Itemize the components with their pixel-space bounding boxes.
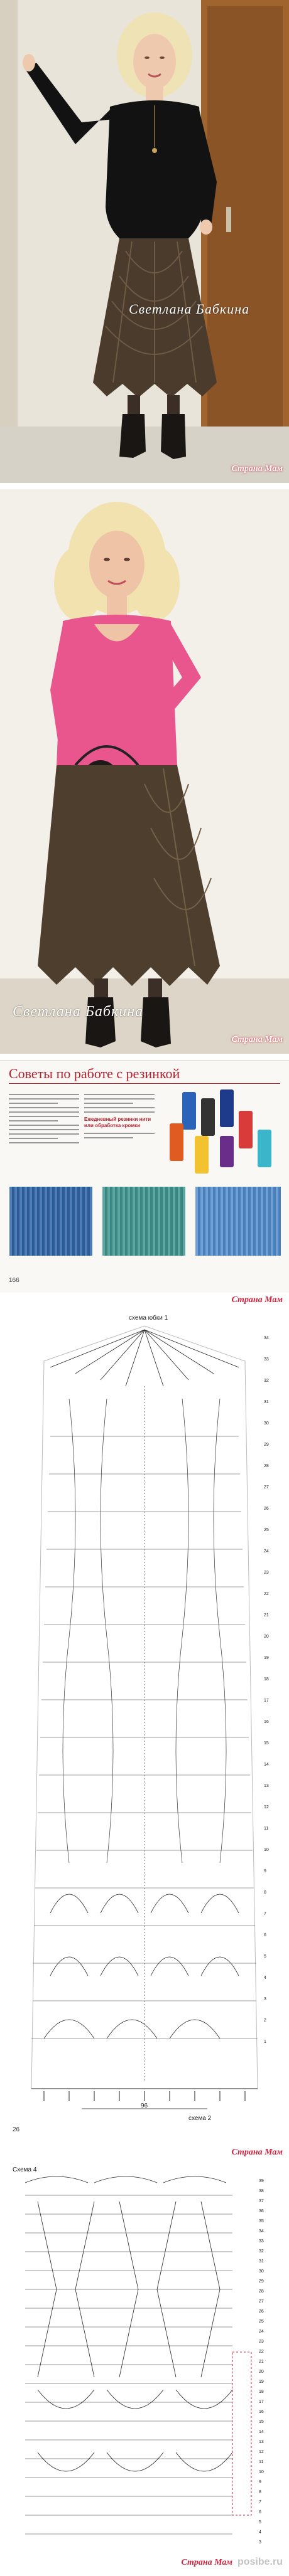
chart-1-row-number: 17: [264, 1699, 269, 1703]
chart-2-row-number: 36: [259, 2209, 264, 2213]
chart-1-diagram: [0, 1311, 289, 2145]
chart-1-row-number: 11: [264, 1826, 269, 1831]
chart-2-site: posibe.ru: [237, 2557, 283, 2567]
chart-1-row-number: 10: [264, 1848, 269, 1852]
magazine-page-number: 166: [9, 1277, 19, 1284]
chart-1-row-number: 30: [264, 1421, 269, 1426]
chart-2-row-number: 21: [259, 2360, 264, 2364]
chart-2-row-number: 39: [259, 2179, 264, 2183]
chart-2-top-label: Схема 4: [13, 2166, 37, 2173]
chart-1-bottom-label: схема 2: [188, 2115, 212, 2122]
photo-1: [0, 0, 289, 483]
chart-2-row-number: 12: [259, 2450, 264, 2454]
photo-1-scene: [0, 0, 289, 483]
magazine-title: Советы по работе с резинкой: [9, 1066, 180, 1081]
magazine-subheading: Ежедневный резинки нити или обработка кромки: [84, 1116, 151, 1128]
chart-1-row-number: 13: [264, 1784, 269, 1788]
title-rule: [9, 1083, 280, 1084]
chart-1-row-number: 34: [264, 1336, 269, 1340]
column-1: [9, 1091, 79, 1147]
chart-2-row-number: 34: [259, 2229, 264, 2234]
swatch-1: [9, 1186, 93, 1256]
chart-1-row-number: 23: [264, 1571, 269, 1575]
chart-1-row-number: 25: [264, 1528, 269, 1532]
chart-2-row-number: 13: [259, 2440, 264, 2444]
column-2: [84, 1091, 155, 1142]
chart-2-row-number: 20: [259, 2370, 264, 2374]
chart-1-row-number: 21: [264, 1613, 269, 1618]
magazine-brand: Страна Мам: [231, 1295, 283, 1305]
photo-2-scene: [0, 489, 289, 1054]
chart-1-row-number: 15: [264, 1741, 269, 1746]
chart-2-row-number: 8: [259, 2490, 261, 2494]
chart-1-row-number: 28: [264, 1464, 269, 1468]
chart-1-row-number: 6: [264, 1933, 266, 1937]
chart-2-row-number: 26: [259, 2309, 264, 2314]
chart-2-row-number: 19: [259, 2380, 264, 2384]
chart-1-row-number: 18: [264, 1677, 269, 1682]
chart-1-row-number: 8: [264, 1890, 266, 1895]
chart-2-row-number: 3: [259, 2540, 261, 2545]
thread-spools-image: [157, 1086, 283, 1174]
chart-1-row-number: 29: [264, 1443, 269, 1447]
chart-1-row-number: 27: [264, 1485, 269, 1490]
chart-2-row-number: 28: [259, 2289, 264, 2294]
chart-1-row-number: 1: [264, 2040, 266, 2044]
chart-1-page-number: 26: [13, 2126, 20, 2133]
chart-2-diagram: [0, 2164, 289, 2576]
chart-2-row-number: 33: [259, 2239, 264, 2244]
chart-2-row-number: 29: [259, 2279, 264, 2284]
chart-2-row-number: 9: [259, 2480, 261, 2484]
chart-2-row-number: 11: [259, 2460, 264, 2464]
chart-2-row-number: 6: [259, 2510, 261, 2515]
chart-2-row-number: 24: [259, 2330, 264, 2334]
chart-1-row-number: 14: [264, 1762, 269, 1767]
chart-1-row-number: 4: [264, 1976, 266, 1980]
chart-2-row-number: 17: [259, 2400, 264, 2404]
chart-1-row-number: 24: [264, 1549, 269, 1554]
chart-2-row-number: 27: [259, 2299, 264, 2304]
swatch-3: [195, 1186, 281, 1256]
photo-2: [0, 489, 289, 1054]
chart-2-row-number: 38: [259, 2189, 264, 2193]
chart-2-row-number: 31: [259, 2259, 264, 2264]
chart-1-row-number: 31: [264, 1400, 269, 1404]
chart-1-row-number: 26: [264, 1507, 269, 1511]
chart-1-row-number: 2: [264, 2018, 266, 2023]
chart-1-row-number: 3: [264, 1997, 266, 2001]
chart-2-row-number: 23: [259, 2340, 264, 2344]
chart-2-row-number: 18: [259, 2390, 264, 2394]
chart-1-row-number: 19: [264, 1656, 269, 1660]
chart-2-row-number: 35: [259, 2219, 264, 2224]
chart-1-brand: Страна Мам: [231, 2148, 283, 2157]
chart-1-row-number: 16: [264, 1720, 269, 1724]
chart-1-row-number: 22: [264, 1592, 269, 1596]
chart-2-row-number: 14: [259, 2430, 264, 2434]
chart-1-row-number: 32: [264, 1379, 269, 1383]
chart-1-row-number: 9: [264, 1869, 266, 1874]
chart-2-row-number: 5: [259, 2520, 261, 2525]
chart-1-width-label: 96: [141, 2102, 148, 2109]
magazine-page: [0, 1060, 289, 1293]
photo-1-watermark: Светлана Бабкина: [129, 301, 250, 317]
chart-1-row-number: 33: [264, 1357, 269, 1362]
chart-2-row-number: 25: [259, 2319, 264, 2324]
chart-2-row-number: 16: [259, 2410, 264, 2414]
chart-1-top-label: схема юбки 1: [129, 1315, 168, 1322]
photo-2-watermark: Светлана Бабкина: [13, 1004, 144, 1020]
chart-1-row-number: 12: [264, 1805, 269, 1810]
chart-2-row-number: 22: [259, 2350, 264, 2354]
chart-2-brand: Страна Мам: [181, 2558, 232, 2567]
photo-2-brand: Страна Мам: [231, 1035, 283, 1044]
chart-1-row-number: 20: [264, 1635, 269, 1639]
crochet-chart-2: [0, 2164, 289, 2576]
chart-2-row-number: 10: [259, 2470, 264, 2474]
chart-2-row-number: 15: [259, 2420, 264, 2424]
crochet-chart-1: [0, 1311, 289, 2145]
swatch-2: [102, 1186, 186, 1256]
chart-2-row-number: 32: [259, 2249, 264, 2254]
chart-2-row-number: 30: [259, 2269, 264, 2274]
chart-1-row-number: 5: [264, 1954, 266, 1959]
photo-1-brand: Страна Мам: [231, 464, 283, 474]
chart-1-row-number: 7: [264, 1912, 266, 1916]
chart-2-row-number: 7: [259, 2500, 261, 2504]
chart-2-row-number: 4: [259, 2530, 261, 2535]
chart-2-row-number: 37: [259, 2199, 264, 2203]
